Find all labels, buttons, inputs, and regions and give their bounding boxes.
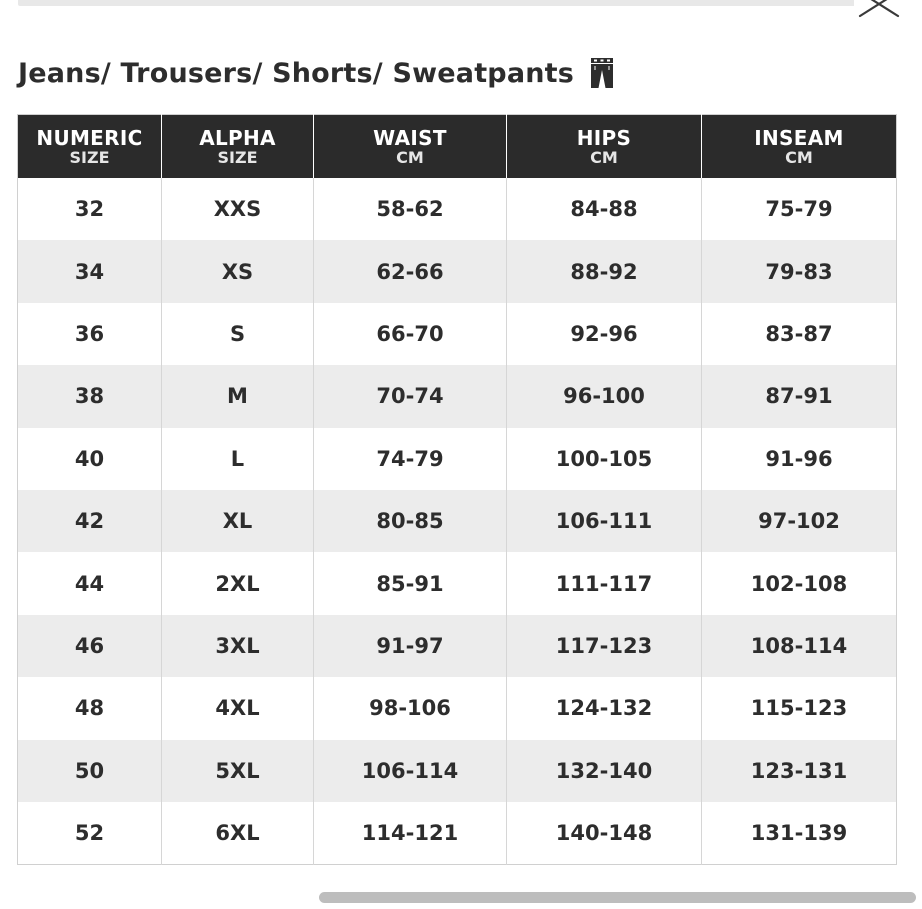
- table-row: [18, 490, 897, 552]
- table-row: [18, 615, 897, 677]
- header-unit: SIZE: [69, 147, 110, 167]
- cell-waist: 74-79: [314, 428, 507, 490]
- close-button[interactable]: [856, 0, 902, 18]
- header-unit: CM: [590, 147, 618, 167]
- cell-numeric-size: 52: [18, 802, 162, 865]
- cell-alpha-size: 4XL: [162, 677, 314, 739]
- table-row: [18, 740, 897, 802]
- cell-numeric-size: 50: [18, 740, 162, 802]
- cell-inseam: 79-83: [702, 240, 897, 302]
- cell-numeric-size: 34: [18, 240, 162, 302]
- table-row: [18, 677, 897, 739]
- header-waist: [314, 115, 507, 179]
- cell-waist: 98-106: [314, 677, 507, 739]
- cell-alpha-size: L: [162, 428, 314, 490]
- cell-hips: 96-100: [507, 365, 702, 427]
- cell-numeric-size: 38: [18, 365, 162, 427]
- cell-alpha-size: XL: [162, 490, 314, 552]
- cell-numeric-size: 48: [18, 677, 162, 739]
- cell-inseam: 131-139: [702, 802, 897, 865]
- cell-waist: 58-62: [314, 178, 507, 240]
- header-unit: CM: [396, 147, 424, 167]
- size-chart-table: [17, 114, 897, 865]
- cell-inseam: 108-114: [702, 615, 897, 677]
- cell-alpha-size: 5XL: [162, 740, 314, 802]
- cell-numeric-size: 42: [18, 490, 162, 552]
- table-header-row: [18, 115, 897, 179]
- cell-waist: 80-85: [314, 490, 507, 552]
- cell-alpha-size: M: [162, 365, 314, 427]
- cell-alpha-size: S: [162, 303, 314, 365]
- header-label: HIPS: [576, 125, 632, 150]
- header-label: NUMERIC: [36, 125, 143, 150]
- cell-inseam: 123-131: [702, 740, 897, 802]
- header-hips: [507, 115, 702, 179]
- close-icon: [856, 0, 902, 18]
- cell-hips: 117-123: [507, 615, 702, 677]
- cell-waist: 66-70: [314, 303, 507, 365]
- table-row: [18, 303, 897, 365]
- cell-hips: 92-96: [507, 303, 702, 365]
- cell-waist: 114-121: [314, 802, 507, 865]
- cell-hips: 111-117: [507, 552, 702, 614]
- cell-inseam: 83-87: [702, 303, 897, 365]
- cell-numeric-size: 36: [18, 303, 162, 365]
- cell-numeric-size: 32: [18, 178, 162, 240]
- title-row: [18, 53, 615, 93]
- horizontal-scrollbar[interactable]: [319, 892, 916, 903]
- table-row: [18, 428, 897, 490]
- cell-hips: 106-111: [507, 490, 702, 552]
- cell-alpha-size: 3XL: [162, 615, 314, 677]
- cell-inseam: 115-123: [702, 677, 897, 739]
- table-row: [18, 178, 897, 240]
- cell-hips: 84-88: [507, 178, 702, 240]
- cell-waist: 70-74: [314, 365, 507, 427]
- table-row: [18, 240, 897, 302]
- cell-hips: 140-148: [507, 802, 702, 865]
- header-label: INSEAM: [754, 125, 844, 150]
- cell-waist: 62-66: [314, 240, 507, 302]
- cell-alpha-size: XXS: [162, 178, 314, 240]
- table-row: [18, 802, 897, 865]
- page-title: Jeans/ Trousers/ Shorts/ Sweatpants: [18, 57, 575, 89]
- cell-inseam: 102-108: [702, 552, 897, 614]
- cell-waist: 85-91: [314, 552, 507, 614]
- header-alpha-size: [162, 115, 314, 179]
- cell-hips: 100-105: [507, 428, 702, 490]
- table-row: [18, 552, 897, 614]
- cell-numeric-size: 46: [18, 615, 162, 677]
- cell-alpha-size: XS: [162, 240, 314, 302]
- cell-inseam: 97-102: [702, 490, 897, 552]
- cell-numeric-size: 40: [18, 428, 162, 490]
- cell-numeric-size: 44: [18, 552, 162, 614]
- cell-waist: 106-114: [314, 740, 507, 802]
- cell-inseam: 75-79: [702, 178, 897, 240]
- cell-hips: 88-92: [507, 240, 702, 302]
- cell-inseam: 87-91: [702, 365, 897, 427]
- header-label: ALPHA: [199, 125, 276, 150]
- header-numeric-size: [18, 115, 162, 179]
- cell-hips: 124-132: [507, 677, 702, 739]
- cell-hips: 132-140: [507, 740, 702, 802]
- header-unit: SIZE: [217, 147, 258, 167]
- header-label: WAIST: [373, 125, 447, 150]
- table-row: [18, 365, 897, 427]
- cell-inseam: 91-96: [702, 428, 897, 490]
- cell-alpha-size: 6XL: [162, 802, 314, 865]
- cell-alpha-size: 2XL: [162, 552, 314, 614]
- cell-waist: 91-97: [314, 615, 507, 677]
- top-divider: [18, 0, 854, 6]
- header-inseam: [702, 115, 897, 179]
- header-unit: CM: [785, 147, 813, 167]
- pants-icon: [589, 57, 615, 89]
